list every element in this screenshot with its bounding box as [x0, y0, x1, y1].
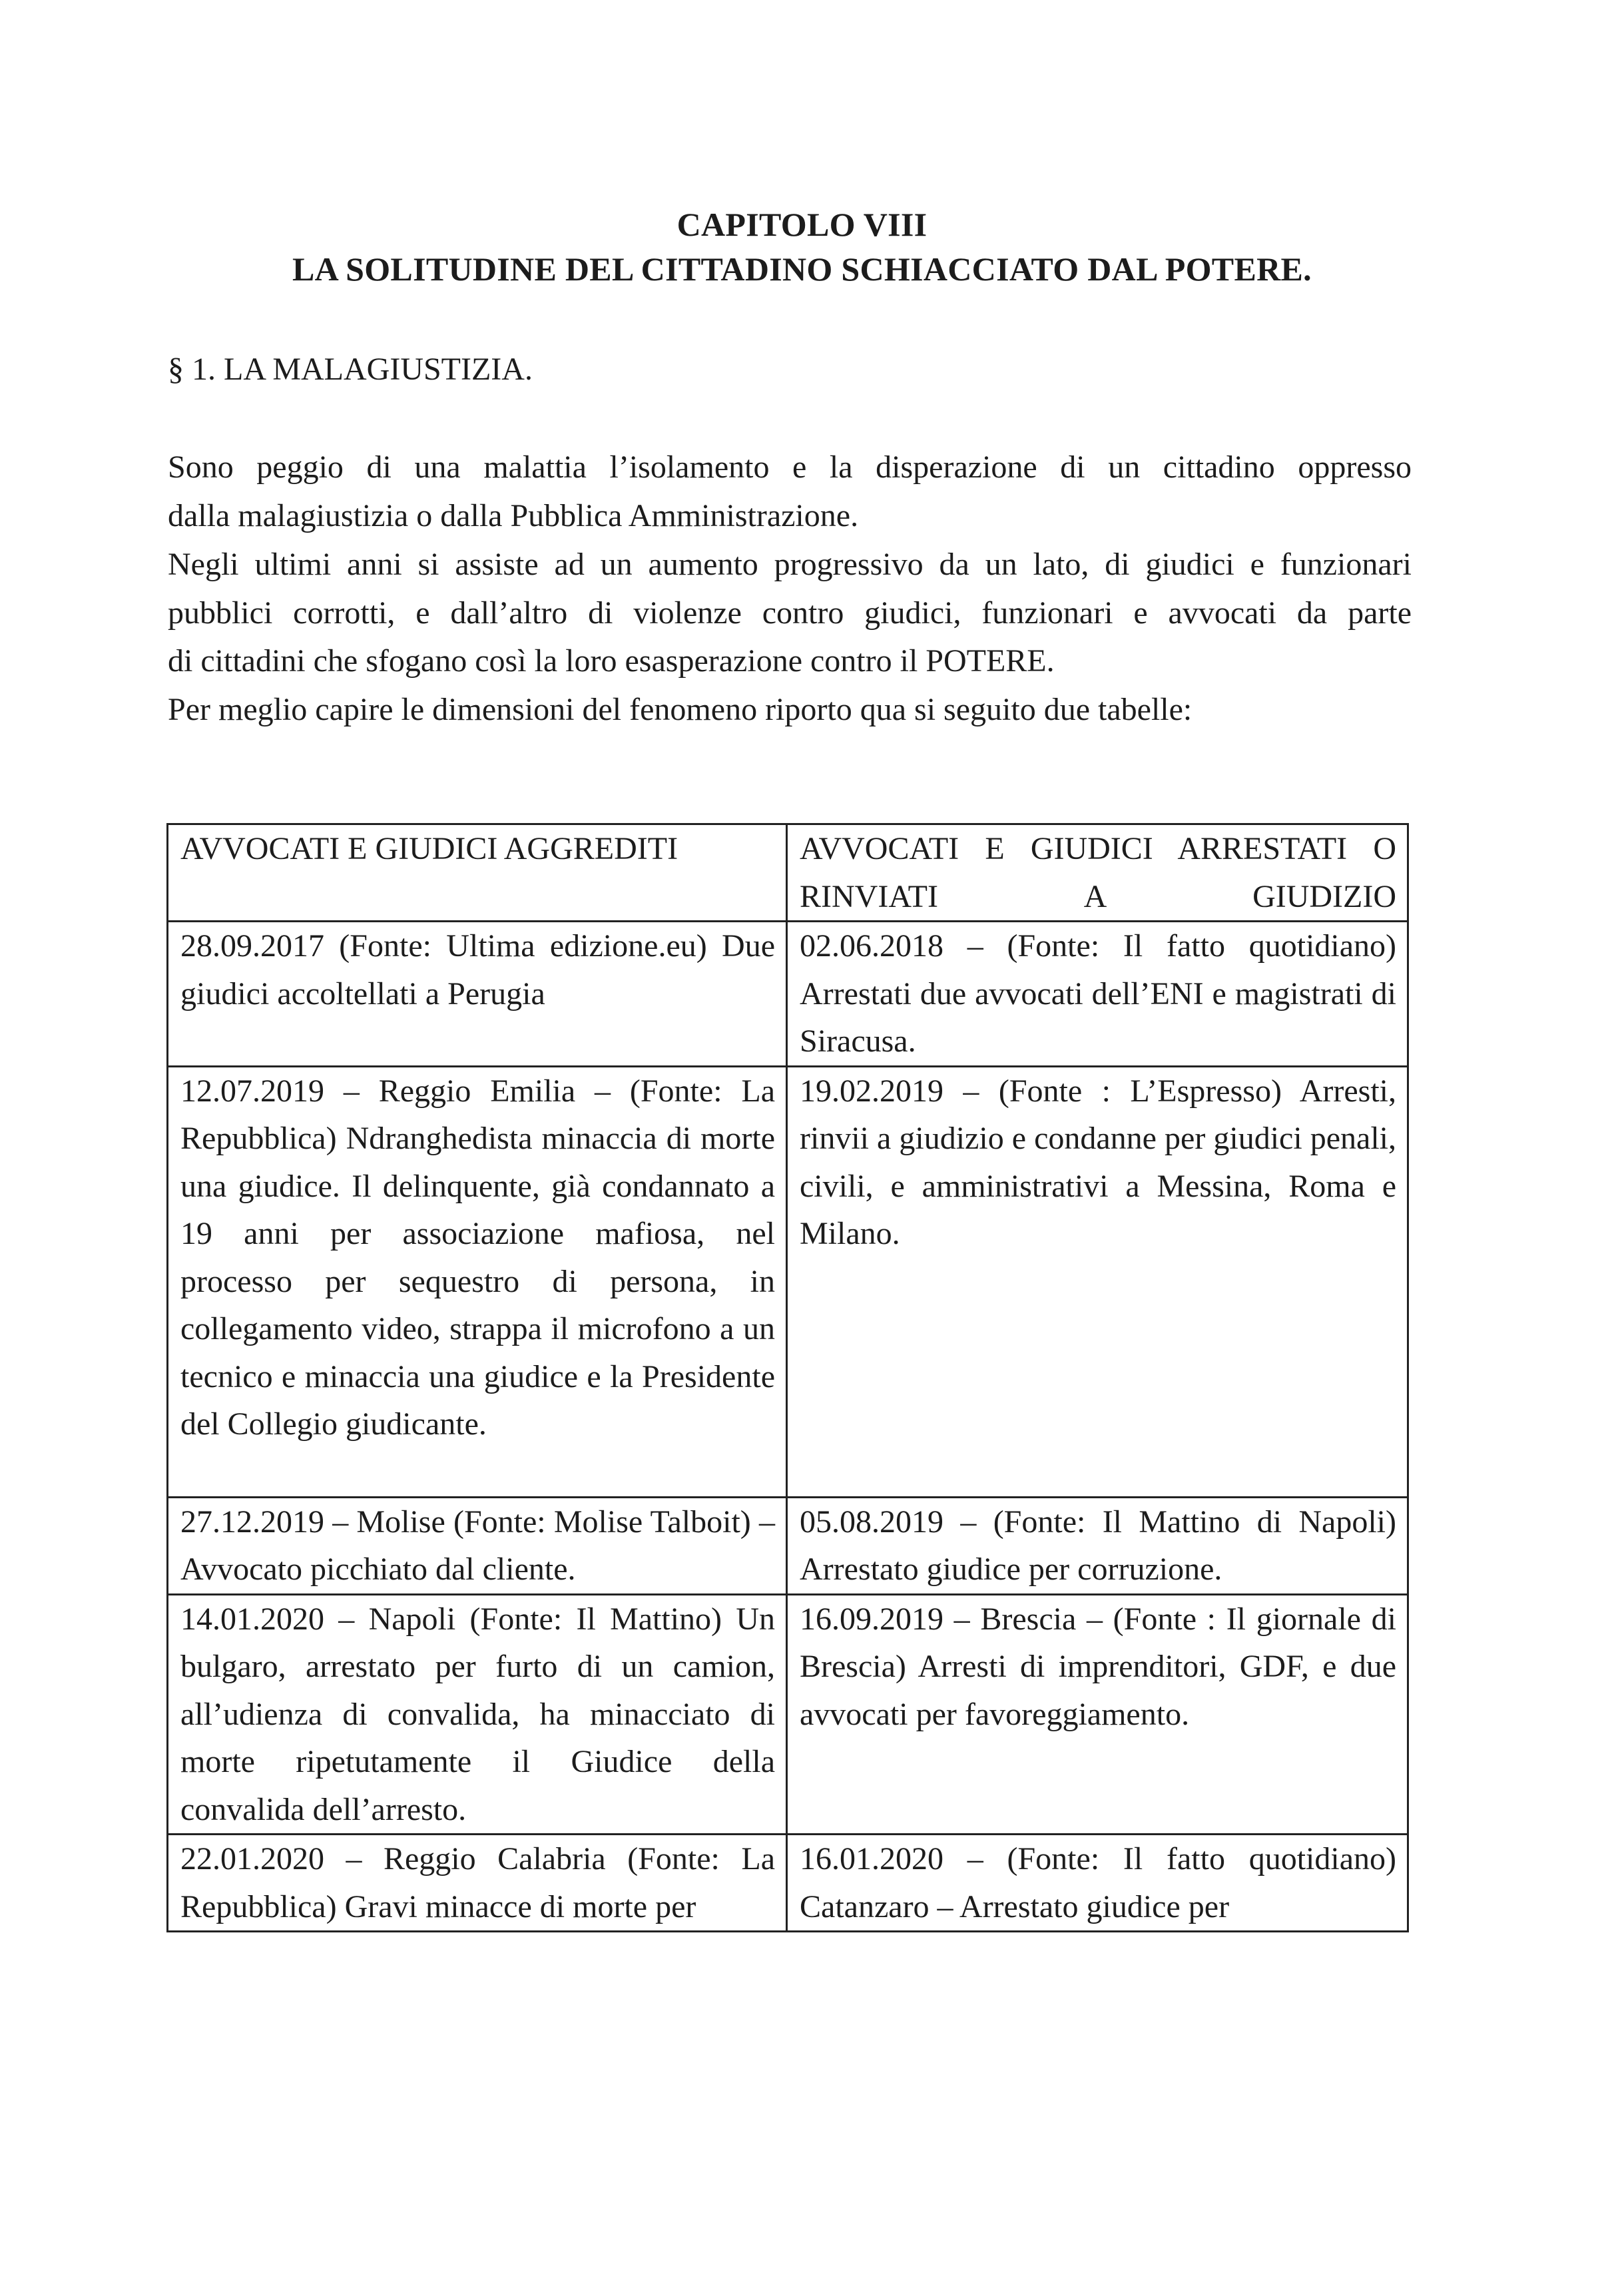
intro-paragraph-1: [168, 443, 1412, 540]
header-cell-aggrediti: [168, 824, 787, 922]
table-row: [168, 1066, 1408, 1497]
section-title: § 1. LA MALAGIUSTIZIA.: [168, 352, 533, 387]
header-text: AVVOCATI E GIUDICI AGGREDITI: [180, 831, 678, 866]
table-row: [168, 922, 1408, 1067]
paragraph-line: dalla malagiustizia o dalla Pubblica Amministrazione.: [168, 497, 859, 533]
table-cell: [168, 1835, 787, 1932]
paragraph-line: Negli ultimi anni si assiste ad un aumento progressivo da un lato, di giudici e funzionari: [168, 547, 1412, 582]
cell-text: 27.12.2019 – Molise (Fonte: Molise Talboit) – Avvocato picchiato dal cliente.: [180, 1504, 775, 1587]
header-cell-arrestati: [787, 824, 1408, 922]
table-cell: [168, 1497, 787, 1594]
cell-text: 16.09.2019 – Brescia – (Fonte : Il giornale di Brescia) Arresti di imprenditori, GDF, e due avvocati per favoreggiamento.: [800, 1601, 1396, 1732]
table-row: [168, 1835, 1408, 1932]
chapter-number: CAPITOLO VIII: [676, 206, 928, 243]
paragraph-line: Sono peggio di una malattia l’isolamento e la disperazione di un cittadino oppresso: [168, 449, 1412, 485]
table-header-row: [168, 824, 1408, 922]
news-table: [166, 823, 1409, 1932]
table-cell: [168, 922, 787, 1067]
cell-text: 14.01.2020 – Napoli (Fonte: Il Mattino) Un bulgaro, arrestato per furto di un camion, all’udienza di convalida, ha minacciato di morte ripetutamente il Giudice della convalida dell’arresto.: [180, 1601, 775, 1827]
table-cell: [787, 922, 1408, 1067]
table-cell: [787, 1835, 1408, 1932]
cell-text: 19.02.2019 – (Fonte : L’Espresso) Arresti, rinvii a giudizio e condanne per giudici penali, civili, e amministrativi a Messina, Roma e Milano.: [800, 1073, 1396, 1251]
table-row: [168, 1497, 1408, 1594]
paragraph-line: Per meglio capire le dimensioni del fenomeno riporto qua si seguito due tabelle:: [168, 691, 1193, 727]
cell-text: 05.08.2019 – (Fonte: Il Mattino di Napoli) Arrestato giudice per corruzione.: [800, 1504, 1396, 1587]
table-cell: [787, 1497, 1408, 1594]
cell-text: 16.01.2020 – (Fonte: Il fatto quotidiano) Catanzaro – Arrestato giudice per: [800, 1841, 1396, 1924]
table-cell: [787, 1066, 1408, 1497]
table-cell: [168, 1594, 787, 1835]
table-row: [168, 1594, 1408, 1835]
paragraph-line: di cittadini che sfogano così la loro esasperazione contro il POTERE.: [168, 643, 1055, 679]
paragraph-line: pubblici corrotti, e dall’altro di violenze contro giudici, funzionari e avvocati da parte: [168, 595, 1412, 631]
chapter-title: LA SOLITUDINE DEL CITTADINO SCHIACCIATO DAL POTERE.: [292, 250, 1312, 288]
cell-text: 28.09.2017 (Fonte: Ultima edizione.eu) Due giudici accoltellati a Perugia: [180, 928, 775, 1011]
cell-text: 12.07.2019 – Reggio Emilia – (Fonte: La Repubblica) Ndranghedista minaccia di morte una giudice. Il delinquente, già condannato a 19 anni per associazione mafiosa, nel processo per sequestro di persona, in collegamento video, strappa il microfono a un tecnico e minaccia una giudice e la Presidente del Collegio giudicante.: [180, 1073, 775, 1442]
intro-paragraph-2: [168, 541, 1412, 734]
header-text: AVVOCATI E GIUDICI ARRESTATI O RINVIATI A GIUDIZIO: [800, 831, 1396, 914]
table-cell: [787, 1594, 1408, 1835]
cell-text: 02.06.2018 – (Fonte: Il fatto quotidiano) Arrestati due avvocati dell’ENI e magistrati di Siracusa.: [800, 928, 1396, 1059]
cell-text: 22.01.2020 – Reggio Calabria (Fonte: La Repubblica) Gravi minacce di morte per: [180, 1841, 775, 1924]
table-cell: [168, 1066, 787, 1497]
